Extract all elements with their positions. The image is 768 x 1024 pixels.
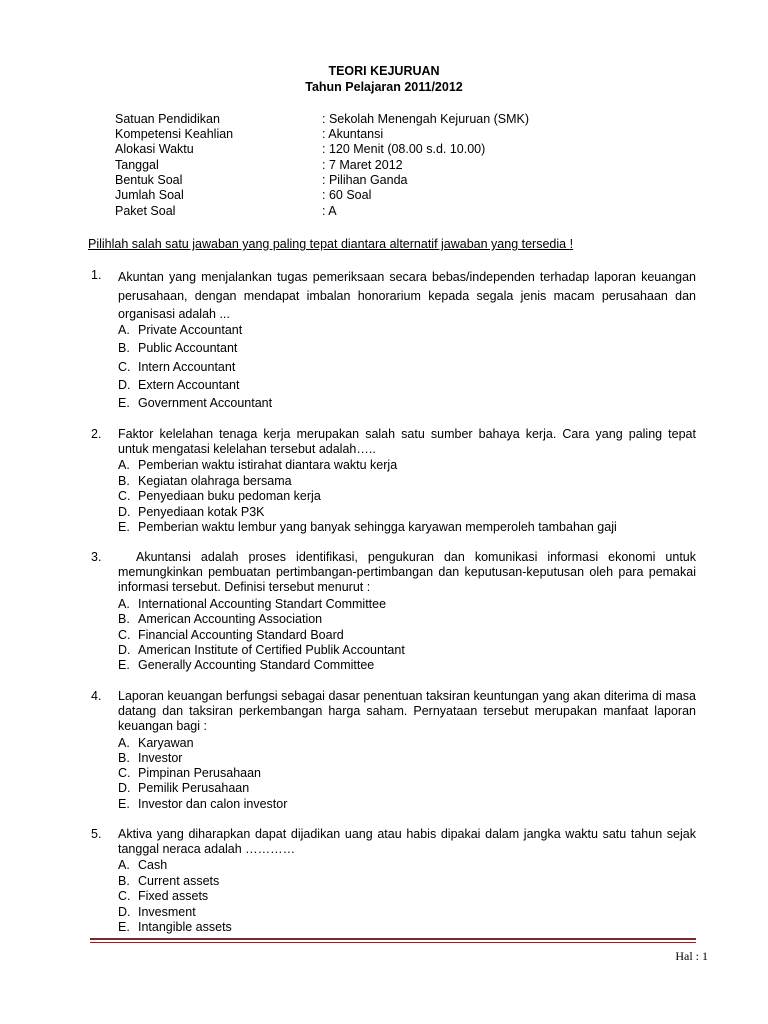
answer-option: B. Current assets xyxy=(118,874,220,888)
answer-option: E. Investor dan calon investor xyxy=(118,797,288,811)
meta-label: Kompetensi Keahlian xyxy=(115,127,234,141)
answer-option: C. Fixed assets xyxy=(118,889,209,903)
answer-option: E. Intangible assets xyxy=(118,920,232,934)
answer-option: C. Pimpinan Perusahaan xyxy=(118,766,261,780)
question-text: Laporan keuangan berfungsi sebagai dasar penentuan taksiran keuntungan yang akan diterima di masa datang dan taksiran perkembangan harga saham. Pernyataan tersebut merupakan manfaat laporan keuangan bagi : xyxy=(118,689,696,733)
meta-value: : Akuntansi xyxy=(322,127,384,141)
question-text: Akuntansi adalah proses identifikasi, pengukuran dan komunikasi informasi ekonomi untuk memungkinkan pembuatan pertimbangan-pertimbangan dan keputusan-keputusan oleh para pemakai informasi tersebut. Definisi tersebut menurut : xyxy=(118,550,696,594)
answer-option: D. American Institute of Certified Publik Accountant xyxy=(118,643,405,657)
question-text: Aktiva yang diharapkan dapat dijadikan uang atau habis dipakai dalam jangka waktu satu tahun sejak tanggal neraca adalah ………… xyxy=(118,827,696,856)
answer-option: A. Private Accountant xyxy=(118,323,243,337)
question-number: 1. xyxy=(91,268,102,282)
question-number: 2. xyxy=(91,427,102,441)
answer-option: C. Penyediaan buku pedoman kerja xyxy=(118,489,321,503)
footer-divider xyxy=(90,938,696,940)
meta-value: : 60 Soal xyxy=(322,188,372,202)
answer-option: A. Pemberian waktu istirahat diantara waktu kerja xyxy=(118,458,398,472)
answer-option: B. Investor xyxy=(118,751,183,765)
question-text: Akuntan yang menjalankan tugas pemeriksaan secara bebas/independen terhadap laporan keuangan perusahaan, dengan mendapat imbalan honorarium kepada segala jenis macam perusahaan dan organisasi adalah ... xyxy=(118,270,696,321)
answer-option: E. Generally Accounting Standard Committee xyxy=(118,658,375,672)
exam-year: Tahun Pelajaran 2011/2012 xyxy=(305,80,463,94)
exam-title: TEORI KEJURUAN xyxy=(328,64,440,78)
answer-option: B. American Accounting Association xyxy=(118,612,323,626)
meta-value: : 7 Maret 2012 xyxy=(322,158,403,172)
answer-option: A. International Accounting Standart Committee xyxy=(118,597,387,611)
answer-option: D. Invesment xyxy=(118,905,196,919)
answer-option: D. Pemilik Perusahaan xyxy=(118,781,250,795)
meta-value: : Pilihan Ganda xyxy=(322,173,408,187)
question-number: 4. xyxy=(91,689,102,703)
answer-option: D. Extern Accountant xyxy=(118,378,240,392)
footer-divider-thin xyxy=(90,942,696,943)
meta-label: Paket Soal xyxy=(115,204,176,218)
question-number: 3. xyxy=(91,550,102,564)
answer-option: C. Intern Accountant xyxy=(118,360,236,374)
answer-option: E. Pemberian waktu lembur yang banyak sehingga karyawan memperoleh tambahan gaji xyxy=(118,520,617,534)
meta-value: : A xyxy=(322,204,337,218)
question-text: Faktor kelelahan tenaga kerja merupakan salah satu sumber bahaya kerja. Cara yang paling tepat untuk mengatasi kelelahan tersebut adalah….. xyxy=(118,427,696,456)
instruction-text: Pilihlah salah satu jawaban yang paling tepat diantara alternatif jawaban yang tersedia ! xyxy=(88,237,574,251)
meta-label: Tanggal xyxy=(115,158,159,172)
answer-option: D. Penyediaan kotak P3K xyxy=(118,505,265,519)
meta-value: : 120 Menit (08.00 s.d. 10.00) xyxy=(322,142,486,156)
answer-option: C. Financial Accounting Standard Board xyxy=(118,628,344,642)
meta-value: : Sekolah Menengah Kejuruan (SMK) xyxy=(322,112,530,126)
meta-label: Bentuk Soal xyxy=(115,173,183,187)
answer-option: E. Government Accountant xyxy=(118,396,273,410)
meta-label: Alokasi Waktu xyxy=(115,142,194,156)
meta-label: Satuan Pendidikan xyxy=(115,112,220,126)
answer-option: B. Public Accountant xyxy=(118,341,238,355)
meta-label: Jumlah Soal xyxy=(115,188,184,202)
answer-option: A. Cash xyxy=(118,858,168,872)
page-number: Hal : 1 xyxy=(675,949,708,963)
question-number: 5. xyxy=(91,827,102,841)
answer-option: B. Kegiatan olahraga bersama xyxy=(118,474,292,488)
answer-option: A. Karyawan xyxy=(118,736,194,750)
